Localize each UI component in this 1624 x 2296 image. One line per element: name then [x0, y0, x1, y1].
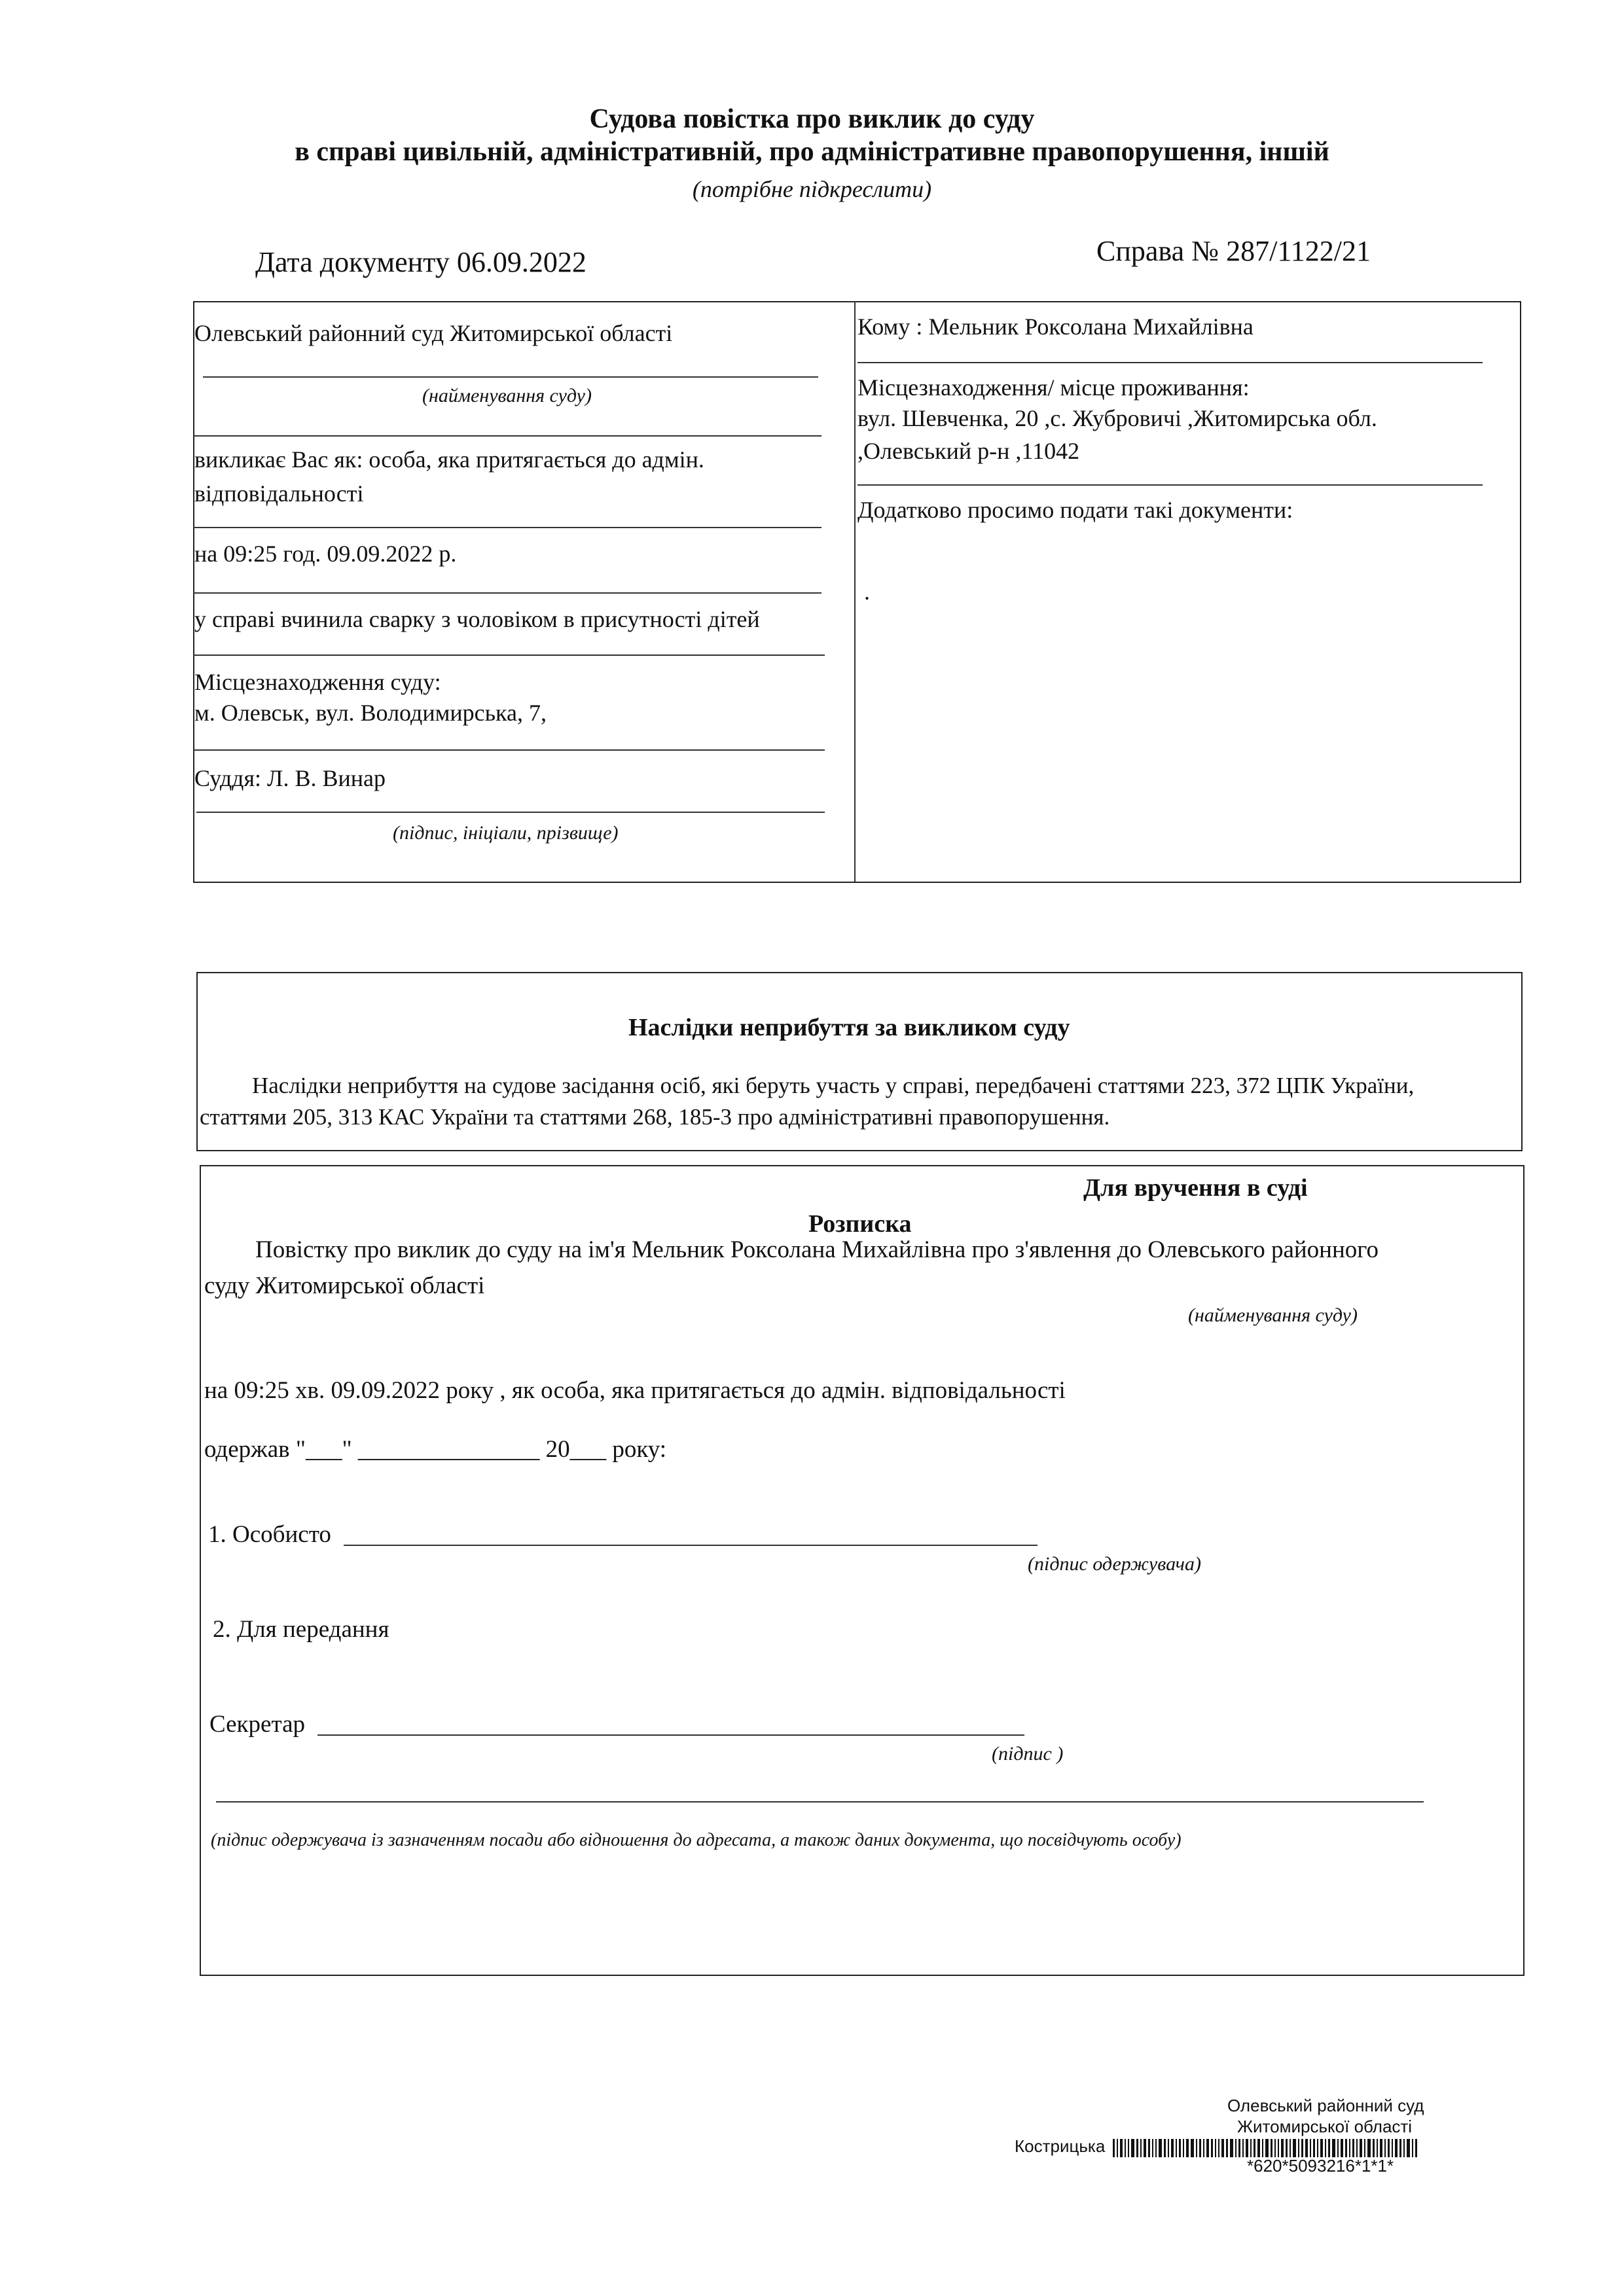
barcode-bar — [1206, 2139, 1209, 2157]
recipient: Кому : Мельник Роксолана Михайлівна — [857, 314, 1254, 340]
barcode-bar — [1186, 2139, 1189, 2157]
barcode-bar — [1152, 2139, 1153, 2157]
barcode-bar — [1226, 2139, 1228, 2157]
judge-name: Суддя: Л. В. Винар — [194, 765, 386, 791]
barcode-bar — [1399, 2139, 1401, 2157]
barcode-bar — [1221, 2139, 1224, 2157]
barcode-bar — [1191, 2139, 1194, 2157]
recipient-signature-caption: (підпис одержувача) — [1028, 1553, 1201, 1575]
barcode-bar — [1144, 2139, 1146, 2157]
barcode-bar — [1203, 2139, 1204, 2157]
additional-docs-label: Додатково просимо подати такі документи: — [857, 497, 1293, 523]
receipt-datetime: на 09:25 хв. 09.09.2022 року , як особа, яка притягається до адмін. відповідальності — [204, 1377, 1066, 1404]
divider — [193, 527, 821, 528]
barcode-bar — [1171, 2139, 1174, 2157]
barcode-bar — [1238, 2139, 1240, 2157]
divider — [857, 362, 1483, 363]
barcode-bar — [1179, 2139, 1181, 2157]
barcode-bar — [1199, 2139, 1201, 2157]
barcode-bar — [1403, 2139, 1405, 2157]
receipt-line2: суду Житомирської області — [204, 1272, 485, 1299]
consequences-title: Наслідки неприбуття за викликом суду — [628, 1014, 1070, 1041]
court-location: м. Олевськ, вул. Володимирська, 7, — [194, 700, 547, 726]
case-subject: у справі вчинила сварку з чоловіком в присутності дітей — [194, 606, 760, 632]
receipt-title: Розписка — [808, 1210, 912, 1238]
barcode-bar — [1140, 2139, 1142, 2157]
barcode-bar — [1407, 2139, 1410, 2157]
recipient-details-line — [216, 1801, 1424, 1803]
divider — [193, 655, 825, 656]
consequences-text-line2: статтями 205, 313 КАС України та статтями 268, 185-3 про адміністративні правопорушення. — [200, 1104, 1110, 1130]
secretary-signature-caption: (підпис ) — [992, 1743, 1064, 1765]
barcode-bar — [1218, 2139, 1219, 2157]
barcode-bar — [1235, 2139, 1236, 2157]
court-location-label: Місцезнаходження суду: — [194, 669, 441, 695]
divider — [193, 592, 821, 594]
secretary-label: Секретар — [209, 1711, 305, 1738]
barcode-bar — [1183, 2139, 1184, 2157]
additional-docs-value: . — [864, 579, 870, 605]
judge-signature-line — [196, 812, 825, 813]
barcode-bar — [1155, 2139, 1157, 2157]
summons-role-line1: викликає Вас як: особа, яка притягається до адмін. — [194, 446, 704, 473]
barcode-bar — [1415, 2139, 1417, 2157]
for-court-label: Для вручення в суді — [1083, 1174, 1308, 1202]
summons-title: Судова повістка про виклик до суду — [589, 104, 1035, 134]
residence-line2: ,Олевський р-н ,11042 — [857, 438, 1080, 464]
barcode-bar — [1128, 2139, 1129, 2157]
underline-note: (потрібне підкреслити) — [692, 176, 932, 202]
barcode-number: *620*5093216*1*1* — [1247, 2156, 1394, 2176]
barcode-bar — [1159, 2139, 1162, 2157]
case-number: Справа № 287/1122/21 — [1096, 235, 1371, 267]
consequences-text-line1: Наслідки неприбуття на судове засідання осіб, які беруть участь у справі, передбачені статтями 223, 372 ЦПК України, — [252, 1073, 1415, 1098]
barcode-bar — [1412, 2139, 1413, 2157]
barcode-bar — [1230, 2139, 1233, 2157]
received-line: одержав "___" _______________ 20___ року: — [204, 1436, 667, 1463]
barcode-bar — [1215, 2139, 1216, 2157]
barcode-bar — [1113, 2139, 1115, 2157]
for-transfer-label: 2. Для передання — [213, 1616, 389, 1643]
hearing-datetime: на 09:25 год. 09.09.2022 р. — [194, 541, 457, 567]
divider — [193, 749, 825, 751]
personally-label: 1. Особисто — [208, 1521, 331, 1548]
barcode-bar — [1211, 2139, 1213, 2157]
receipt-court-caption: (найменування суду) — [1188, 1304, 1358, 1326]
document-date: Дата документу 06.09.2022 — [255, 246, 586, 278]
summons-divider — [854, 301, 856, 882]
barcode-bar — [1117, 2139, 1118, 2157]
divider — [857, 484, 1483, 486]
stamp-court-line1: Олевський районний суд — [1227, 2096, 1424, 2115]
court-name-caption: (найменування суду) — [422, 385, 592, 406]
residence-label: Місцезнаходження/ місце проживання: — [857, 374, 1250, 401]
residence-line1: вул. Шевченка, 20 ,с. Жубровичі ,Житомирська обл. — [857, 405, 1377, 431]
recipient-signature-line — [344, 1545, 1038, 1546]
clerk-name: Кострицька — [1015, 2136, 1106, 2156]
barcode-bar — [1131, 2139, 1134, 2157]
secretary-signature-line — [317, 1734, 1024, 1736]
barcode-bar — [1136, 2139, 1138, 2157]
barcode-bar — [1395, 2139, 1398, 2157]
recipient-details-caption: (підпис одержувача із зазначенням посади або відношення до адресата, а також даних документа, що посвідчують особу) — [211, 1830, 1182, 1850]
barcode-bar — [1164, 2139, 1166, 2157]
divider — [193, 435, 821, 437]
barcode-bar — [1242, 2139, 1244, 2157]
barcode-bar — [1120, 2139, 1123, 2157]
court-name-underline — [203, 376, 818, 378]
judge-caption: (підпис, ініціали, прізвище) — [393, 822, 619, 844]
receipt-line1: Повістку про виклик до суду на ім'я Мельник Роксолана Михайлівна про з'явлення до Олевського районного — [255, 1236, 1379, 1263]
court-name: Олевський районний суд Житомирської області — [194, 320, 673, 346]
barcode-bar — [1176, 2139, 1177, 2157]
summons-role-line2: відповідальності — [194, 480, 364, 507]
barcode-bar — [1168, 2139, 1169, 2157]
summons-subtitle: в справі цивільній, адміністративній, про адміністративне правопорушення, іншій — [295, 137, 1329, 167]
barcode-bar — [1148, 2139, 1150, 2157]
barcode-bar — [1125, 2139, 1126, 2157]
stamp-court-line2: Житомирської області — [1237, 2117, 1413, 2136]
barcode-bar — [1196, 2139, 1197, 2157]
